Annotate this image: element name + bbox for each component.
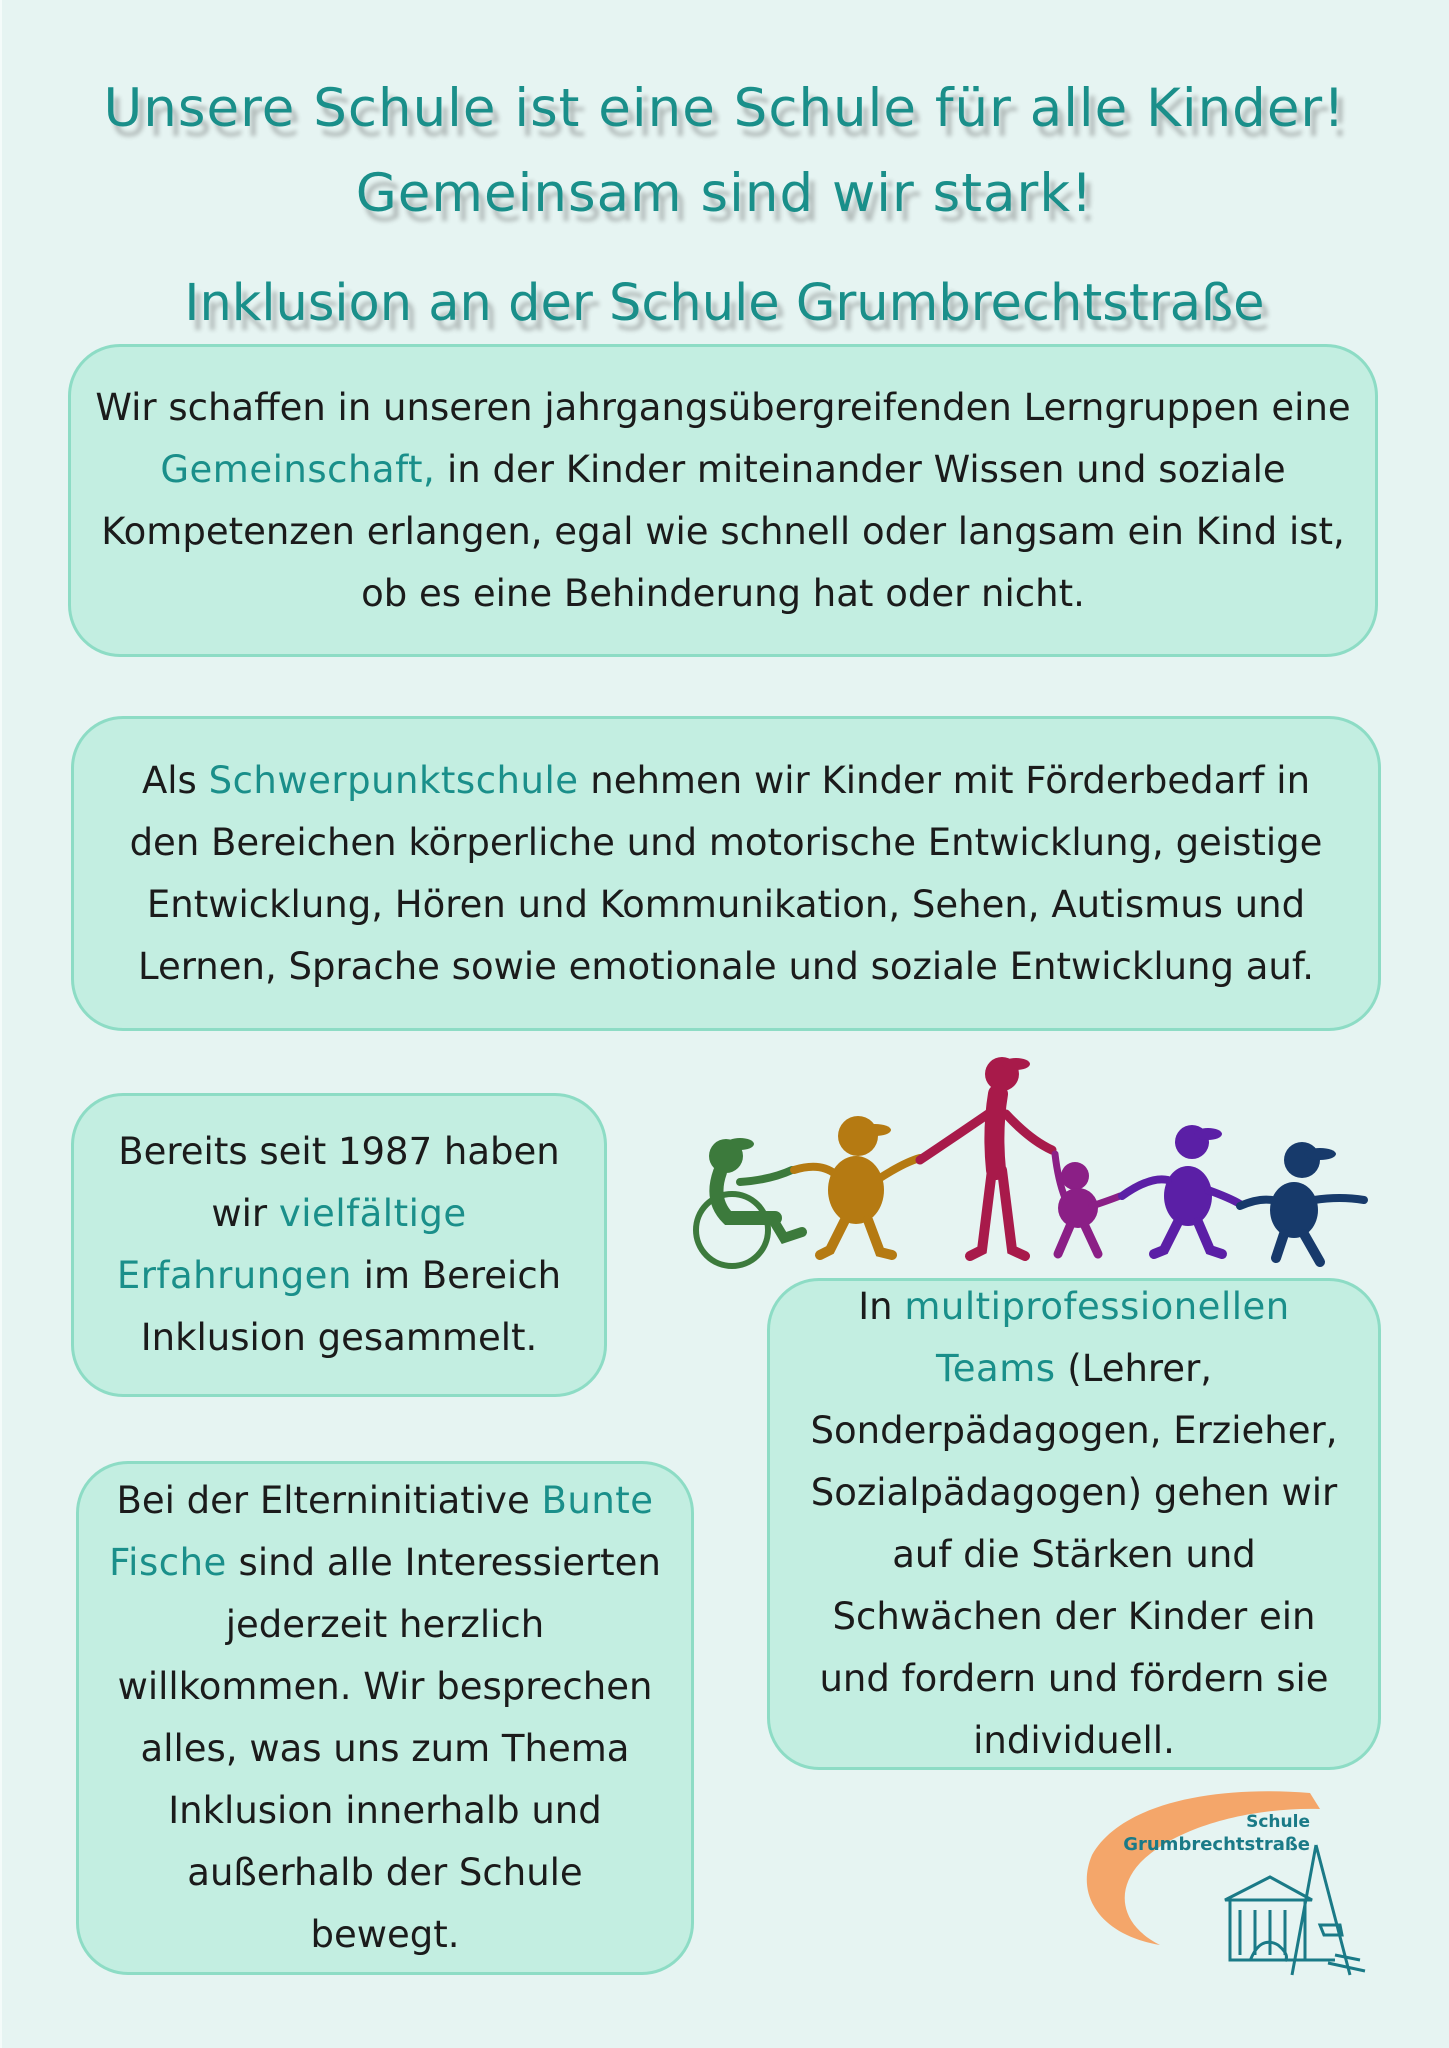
orange-figure-icon — [794, 1116, 920, 1255]
info-box-schwerpunktschule — [71, 716, 1381, 1031]
wheelchair-figure-icon — [696, 1138, 802, 1266]
text-segment: Als — [141, 758, 209, 802]
text-segment: nehmen wir Kinder mit Förderbedarf in den Bereichen körperliche und motorische Entwicklung, geistige Entwicklung, Hören und Kommunikation, Sehen, Autismus und Lernen, Sprache sowie emotionale und soziale Entwicklung auf. — [129, 758, 1323, 988]
text-segment: In — [858, 1285, 905, 1328]
highlight-term: vielfältige Erfahrungen — [116, 1192, 467, 1297]
logo-text-line-2: Grumbrechtstraße — [1123, 1834, 1310, 1855]
highlight-term: multiprofessionellen Teams — [904, 1285, 1290, 1390]
violet-figure-icon — [1122, 1125, 1240, 1254]
navy-figure-icon — [1240, 1142, 1364, 1262]
people-holding-hands-icon — [680, 1050, 1380, 1280]
info-box-gemeinschaft — [68, 344, 1378, 657]
headline-line-2: Gemeinsam sind wir stark! — [355, 163, 1094, 224]
info-box-elterninitiative-text — [109, 1470, 661, 1966]
highlight-term: Schwerpunktschule — [208, 758, 579, 802]
text-segment: (Lehrer, Sonderpädagogen, Erzieher, Sozialpädagogen) gehen wir auf die Stärken und Schwächen der Kinder ein und fordern und fördern sie individuell. — [810, 1347, 1338, 1762]
headline-line-1: Unsere Schule ist eine Schule für alle Kinder! — [103, 78, 1346, 139]
small-purple-figure-icon — [1055, 1154, 1120, 1254]
logo-text-line-1: Schule — [1246, 1812, 1310, 1832]
info-box-gemeinschaft-text — [91, 377, 1355, 625]
text-segment: sind alle Interessierten jederzeit herzlich willkommen. Wir besprechen alles, was uns zum Thema Inklusion innerhalb und außerhalb der Schule bewegt. — [117, 1541, 661, 1956]
info-box-erfahrungen-text — [104, 1121, 574, 1369]
highlight-term: Bunte Fische — [109, 1479, 654, 1584]
text-segment: im Bereich Inklusion gesammelt. — [140, 1254, 562, 1359]
text-segment: Wir schaffen in unseren jahrgangsübergreifenden Lerngruppen eine — [95, 385, 1351, 429]
info-box-teams-text — [810, 1276, 1338, 1772]
info-box-elterninitiative — [76, 1461, 694, 1975]
info-box-schwerpunktschule-text — [104, 750, 1348, 998]
info-box-erfahrungen — [71, 1093, 607, 1397]
text-segment: Bei der Elterninitiative — [116, 1479, 542, 1522]
tall-red-figure-icon — [920, 1057, 1052, 1256]
school-building-icon — [1225, 1845, 1365, 1975]
text-segment: Bereits seit 1987 haben wir — [118, 1130, 560, 1235]
headline-subtitle: Inklusion an der Schule Grumbrechtstraße — [184, 274, 1265, 333]
info-box-teams — [767, 1278, 1381, 1770]
highlight-term: Gemeinschaft, — [160, 447, 436, 491]
text-segment: in der Kinder miteinander Wissen und soziale Kompetenzen erlangen, egal wie schnell oder langsam ein Kind ist, ob es eine Behinderung hat oder nicht. — [101, 447, 1345, 615]
